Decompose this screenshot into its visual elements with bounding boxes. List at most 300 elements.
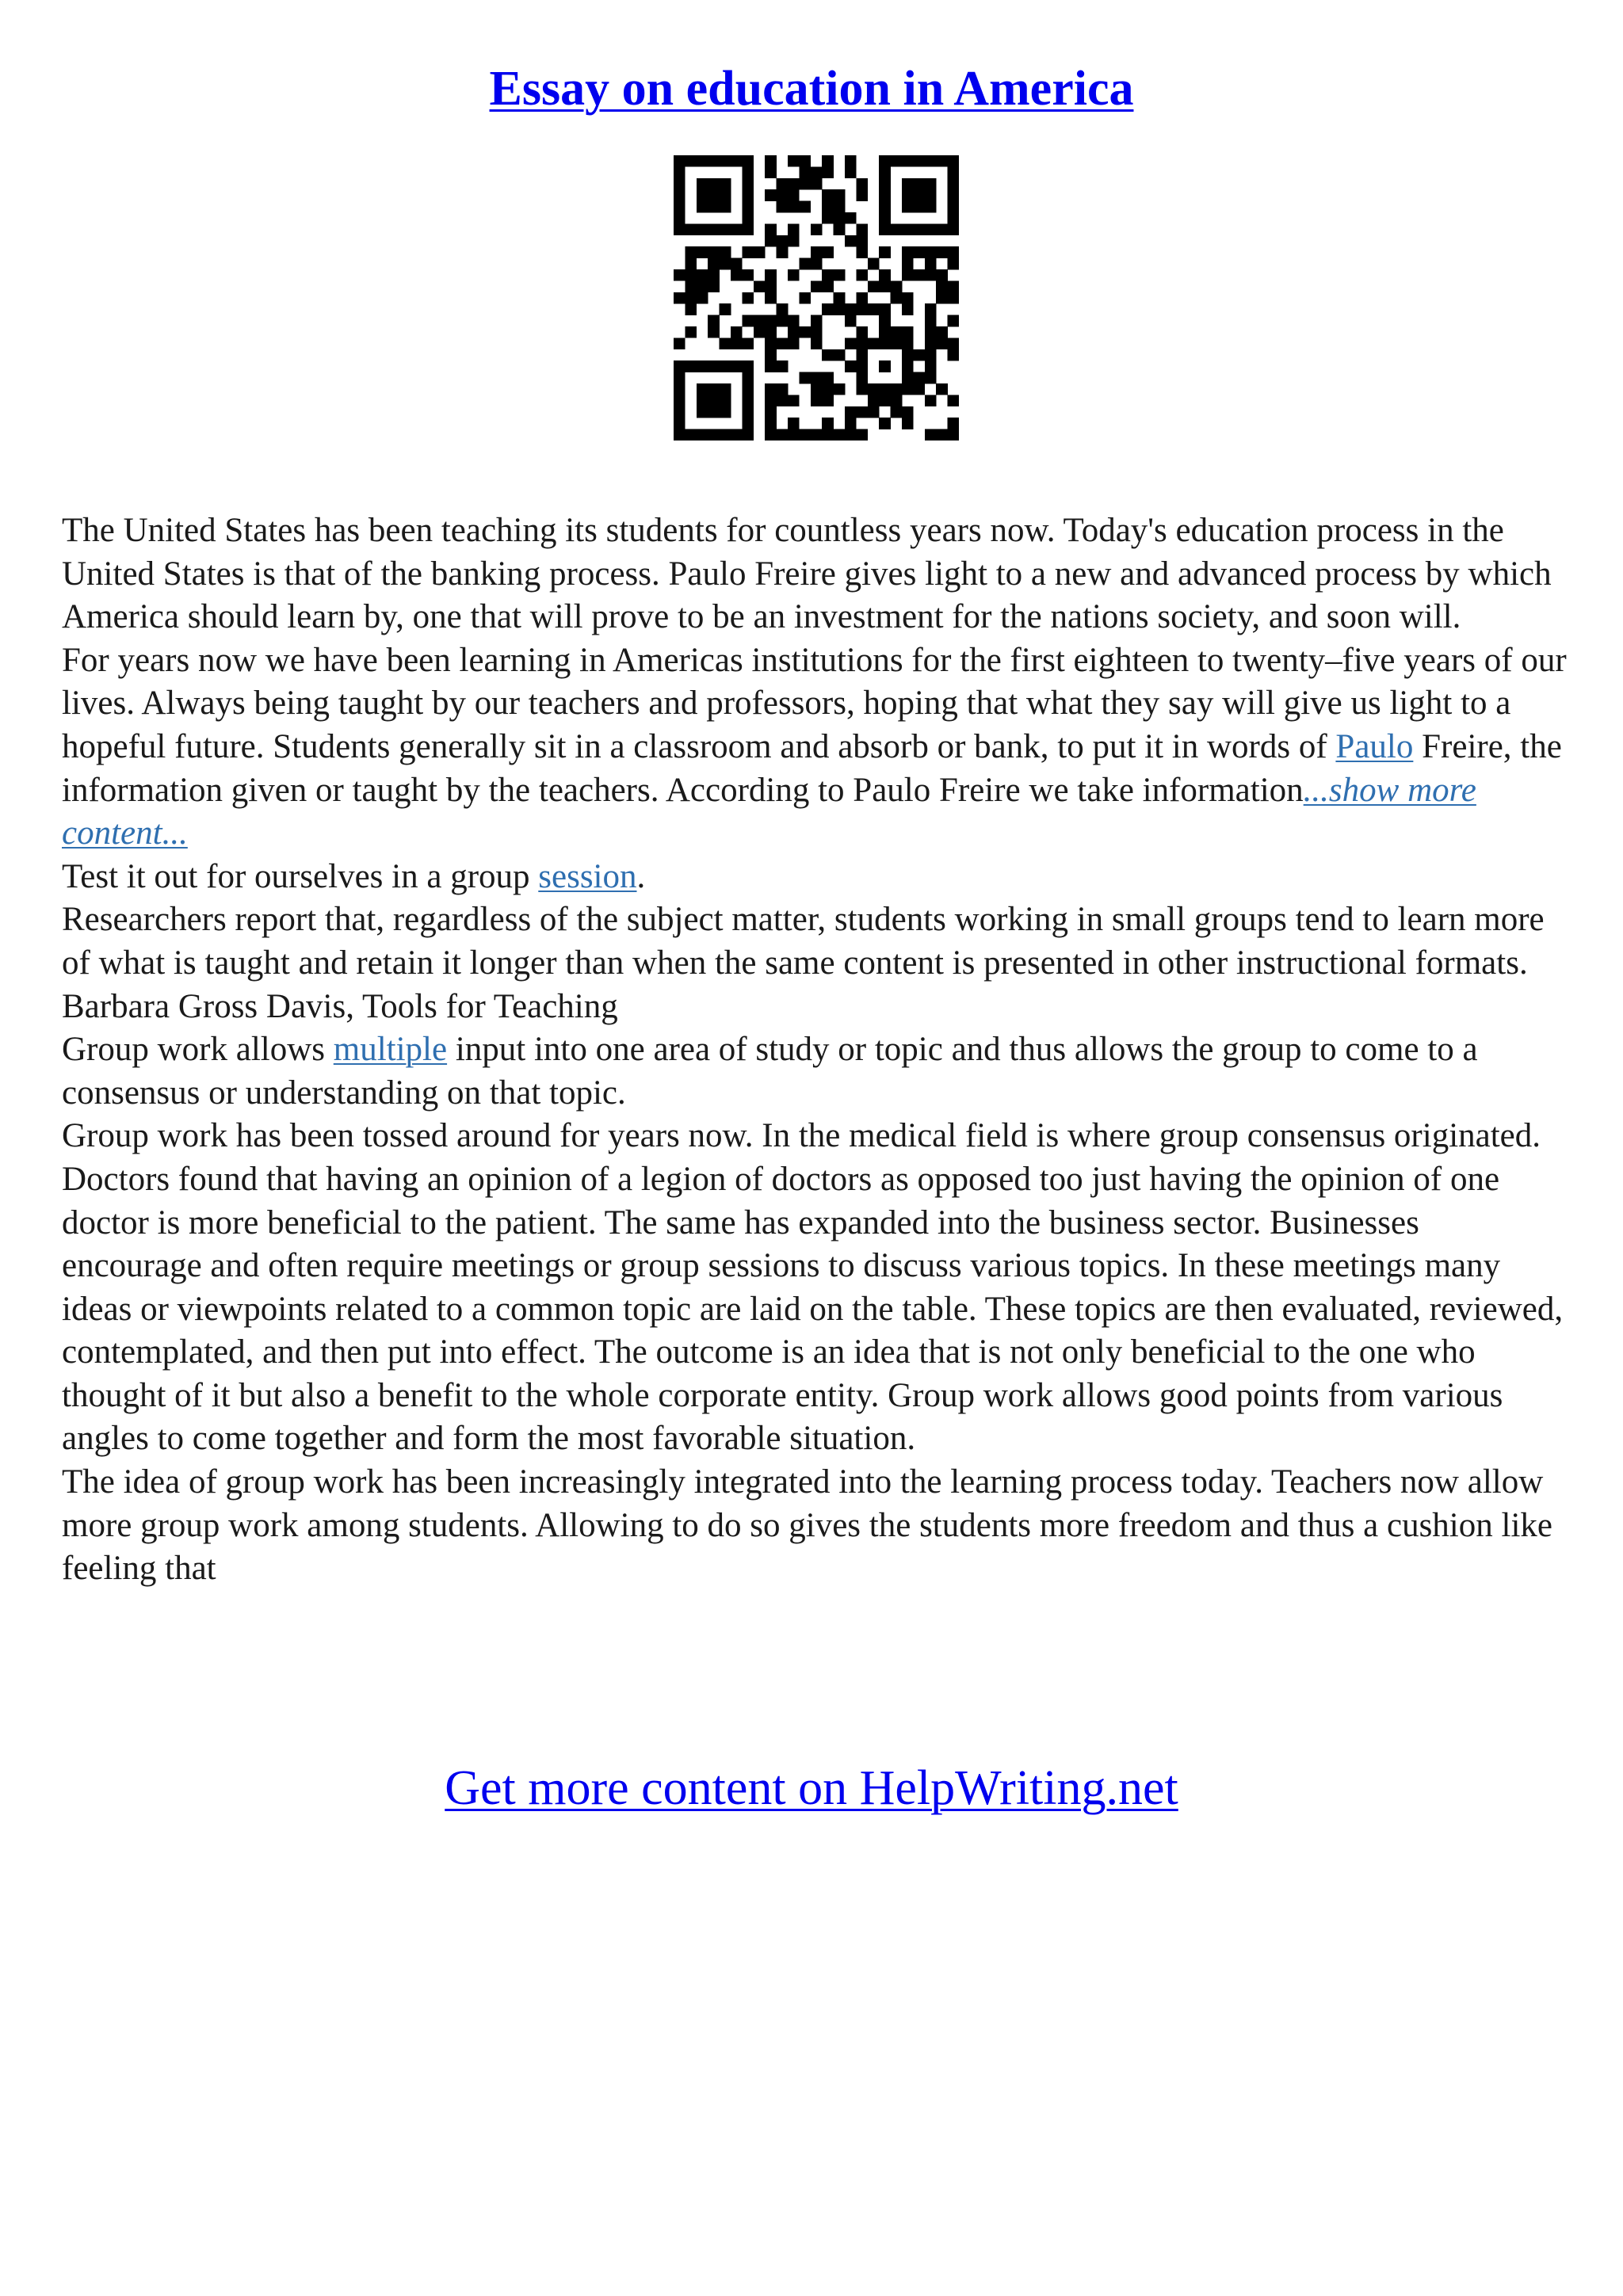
qr-module xyxy=(822,246,834,258)
qr-module xyxy=(720,189,731,201)
qr-module xyxy=(856,178,868,190)
qr-module xyxy=(697,280,708,292)
qr-module xyxy=(879,326,891,338)
qr-module xyxy=(822,383,834,395)
qr-module xyxy=(731,258,743,270)
qr-module xyxy=(674,269,685,281)
qr-module xyxy=(765,406,777,418)
qr-module xyxy=(765,155,777,167)
qr-module xyxy=(925,326,937,338)
qr-module xyxy=(674,201,685,213)
qr-module xyxy=(720,201,731,213)
qr-module xyxy=(685,155,697,167)
qr-module xyxy=(788,418,800,429)
qr-module xyxy=(925,178,937,190)
qr-module xyxy=(742,315,754,327)
qr-module xyxy=(788,395,800,406)
qr-module xyxy=(856,326,868,338)
qr-module xyxy=(925,189,937,201)
qr-module xyxy=(788,326,800,338)
qr-module xyxy=(742,360,754,372)
qr-module xyxy=(822,212,834,224)
qr-module xyxy=(708,258,720,270)
qr-module xyxy=(834,429,846,441)
qr-module xyxy=(697,429,708,441)
qr-module xyxy=(685,223,697,235)
qr-module xyxy=(731,155,743,167)
qr-module xyxy=(731,429,743,441)
qr-module xyxy=(708,429,720,441)
qr-module xyxy=(720,360,731,372)
qr-module xyxy=(845,155,857,167)
qr-module xyxy=(799,201,811,213)
qr-module xyxy=(811,395,823,406)
qr-module xyxy=(685,292,697,304)
qr-module xyxy=(720,383,731,395)
qr-module xyxy=(811,246,823,258)
qr-module xyxy=(856,235,868,247)
qr-module xyxy=(902,383,914,395)
qr-module xyxy=(708,155,720,167)
qr-module xyxy=(948,155,959,167)
qr-module xyxy=(891,395,903,406)
qr-module xyxy=(742,178,754,190)
qr-module xyxy=(811,315,823,327)
qr-module xyxy=(674,395,685,406)
qr-module xyxy=(856,303,868,315)
qr-module xyxy=(720,429,731,441)
qr-module xyxy=(754,246,766,258)
qr-module xyxy=(777,395,789,406)
qr-module xyxy=(902,269,914,281)
qr-module xyxy=(822,372,834,384)
qr-module xyxy=(936,269,948,281)
qr-module xyxy=(891,280,903,292)
qr-module xyxy=(936,280,948,292)
qr-module xyxy=(685,269,697,281)
qr-module xyxy=(742,269,754,281)
paragraph-5: Barbara Gross Davis, Tools for Teaching xyxy=(62,987,618,1025)
qr-module xyxy=(765,166,777,178)
qr-module xyxy=(811,166,823,178)
qr-module xyxy=(765,269,777,281)
multiple-link[interactable]: multiple xyxy=(333,1031,448,1069)
qr-module xyxy=(902,372,914,384)
qr-module xyxy=(845,315,857,327)
qr-module xyxy=(948,166,959,178)
qr-module xyxy=(879,155,891,167)
qr-module xyxy=(868,406,880,418)
qr-module xyxy=(697,292,708,304)
qr-module xyxy=(822,269,834,281)
qr-module xyxy=(742,201,754,213)
qr-module xyxy=(913,189,925,201)
qr-module xyxy=(856,383,868,395)
qr-module xyxy=(902,155,914,167)
qr-module xyxy=(822,429,834,441)
qr-module xyxy=(777,246,789,258)
qr-module xyxy=(765,418,777,429)
qr-module xyxy=(765,349,777,361)
qr-module xyxy=(856,338,868,349)
qr-module xyxy=(697,406,708,418)
qr-module xyxy=(856,429,868,441)
qr-module xyxy=(708,280,720,292)
qr-module xyxy=(834,292,846,304)
qr-module xyxy=(834,189,846,201)
qr-module xyxy=(742,406,754,418)
paragraph-3 xyxy=(62,856,1568,899)
qr-module xyxy=(913,383,925,395)
qr-module xyxy=(902,258,914,270)
qr-module xyxy=(685,303,697,315)
qr-module xyxy=(868,383,880,395)
qr-module xyxy=(720,223,731,235)
qr-module xyxy=(834,303,846,315)
qr-module xyxy=(708,360,720,372)
qr-module xyxy=(822,395,834,406)
qr-module xyxy=(742,395,754,406)
qr-module xyxy=(708,326,720,338)
qr-module xyxy=(697,383,708,395)
qr-module xyxy=(685,429,697,441)
qr-module xyxy=(834,349,846,361)
qr-module xyxy=(856,223,868,235)
qr-module xyxy=(879,280,891,292)
qr-module xyxy=(674,223,685,235)
qr-module xyxy=(708,223,720,235)
qr-module xyxy=(879,246,891,258)
qr-module xyxy=(879,212,891,224)
paragraph-8: The idea of group work has been increasingly integrated into the learning process today. Teachers now allow more group work among students. Allowing to do so gives the students more freedom and thus a cushion like feeling that xyxy=(62,1463,1552,1588)
qr-module xyxy=(902,292,914,304)
qr-module xyxy=(765,383,777,395)
qr-module xyxy=(708,395,720,406)
qr-module xyxy=(948,178,959,190)
qr-module xyxy=(925,349,937,361)
qr-module xyxy=(788,178,800,190)
qr-module xyxy=(788,155,800,167)
qr-module xyxy=(822,418,834,429)
qr-module xyxy=(845,166,857,178)
qr-module xyxy=(811,178,823,190)
qr-module xyxy=(799,429,811,441)
qr-module xyxy=(834,383,846,395)
qr-module xyxy=(948,395,959,406)
qr-module xyxy=(742,166,754,178)
qr-module xyxy=(765,326,777,338)
qr-module xyxy=(868,338,880,349)
qr-module xyxy=(685,326,697,338)
qr-module xyxy=(902,303,914,315)
qr-module xyxy=(777,338,789,349)
qr-module xyxy=(697,178,708,190)
qr-module xyxy=(902,189,914,201)
qr-module xyxy=(879,395,891,406)
qr-module xyxy=(902,223,914,235)
qr-module xyxy=(879,223,891,235)
qr-module xyxy=(697,189,708,201)
qr-module xyxy=(742,212,754,224)
qr-module xyxy=(742,292,754,304)
qr-module xyxy=(799,258,811,270)
qr-module xyxy=(936,292,948,304)
qr-module xyxy=(685,280,697,292)
qr-module xyxy=(925,246,937,258)
qr-module xyxy=(788,315,800,327)
qr-module xyxy=(697,395,708,406)
qr-module xyxy=(674,429,685,441)
qr-module xyxy=(742,338,754,349)
qr-module xyxy=(742,223,754,235)
qr-module xyxy=(765,280,777,292)
qr-module xyxy=(948,338,959,349)
qr-module xyxy=(765,235,777,247)
qr-module xyxy=(834,201,846,213)
qr-module xyxy=(856,349,868,361)
qr-module xyxy=(902,406,914,418)
qr-module xyxy=(879,166,891,178)
qr-module xyxy=(708,315,720,327)
qr-module xyxy=(925,338,937,349)
qr-module xyxy=(856,269,868,281)
paragraph-6-text-a: Group work allows xyxy=(62,1031,334,1069)
get-more-content-link[interactable]: Get more content on HelpWriting.net xyxy=(445,1761,1178,1815)
qr-module xyxy=(925,315,937,327)
qr-module xyxy=(948,418,959,429)
qr-module xyxy=(913,246,925,258)
qr-module xyxy=(879,338,891,349)
qr-module xyxy=(936,383,948,395)
qr-module xyxy=(834,269,846,281)
paragraph-1: The United States has been teaching its students for countless years now. Today's education process in the United States is that of the banking process. Paulo Freire gives light to a new and advanced process by which America should learn by, one that will prove to be an investment for the nations society, and soon will. xyxy=(62,512,1552,636)
qr-module xyxy=(799,292,811,304)
qr-module xyxy=(799,326,811,338)
qr-module xyxy=(891,155,903,167)
qr-module xyxy=(891,338,903,349)
qr-module xyxy=(674,166,685,178)
qr-module xyxy=(879,269,891,281)
qr-module xyxy=(754,326,766,338)
qr-module xyxy=(925,223,937,235)
qr-module xyxy=(913,178,925,190)
qr-module xyxy=(777,315,789,327)
qr-module xyxy=(685,246,697,258)
qr-module xyxy=(845,303,857,315)
qr-module xyxy=(685,258,697,270)
paragraph-3-text-a: Test it out for ourselves in a group xyxy=(62,857,539,895)
paragraph-4: Researchers report that, regardless of the subject matter, students working in small groups tend to learn more of what is taught and retain it longer than when the same content is presented in other instructional formats. xyxy=(62,901,1545,982)
qr-module xyxy=(948,258,959,270)
qr-module xyxy=(856,246,868,258)
qr-module xyxy=(948,349,959,361)
qr-module xyxy=(674,155,685,167)
qr-module xyxy=(742,189,754,201)
qr-module xyxy=(685,360,697,372)
qr-module xyxy=(799,372,811,384)
qr-module xyxy=(891,406,903,418)
qr-module xyxy=(925,155,937,167)
qr-module xyxy=(925,395,937,406)
qr-module xyxy=(891,326,903,338)
qr-module xyxy=(822,201,834,213)
qr-module xyxy=(868,280,880,292)
qr-module xyxy=(902,178,914,190)
qr-module xyxy=(925,429,937,441)
qr-module xyxy=(811,326,823,338)
qr-module xyxy=(697,360,708,372)
qr-module xyxy=(799,178,811,190)
qr-module xyxy=(777,383,789,395)
paragraph-2-text-b: Freire, the information given or taught by the teachers. According to Paulo Freire we take information xyxy=(62,727,1562,809)
qr-module xyxy=(856,406,868,418)
qr-module xyxy=(845,360,857,372)
qr-module xyxy=(902,338,914,349)
qr-module xyxy=(868,303,880,315)
qr-module xyxy=(845,212,857,224)
qr-module xyxy=(879,315,891,327)
qr-module xyxy=(925,269,937,281)
qr-module xyxy=(765,315,777,327)
qr-module xyxy=(879,303,891,315)
qr-module xyxy=(913,372,925,384)
qr-module xyxy=(777,235,789,247)
qr-module xyxy=(731,269,743,281)
qr-module xyxy=(674,212,685,224)
qr-module xyxy=(788,235,800,247)
qr-module xyxy=(948,223,959,235)
qr-module xyxy=(902,418,914,429)
qr-module xyxy=(822,155,834,167)
qr-module xyxy=(765,292,777,304)
qr-module xyxy=(708,189,720,201)
qr-module xyxy=(822,166,834,178)
qr-module xyxy=(742,429,754,441)
qr-module xyxy=(708,406,720,418)
qr-module xyxy=(822,189,834,201)
qr-module xyxy=(697,223,708,235)
qr-module xyxy=(891,223,903,235)
qr-module xyxy=(788,338,800,349)
qr-module xyxy=(913,269,925,281)
qr-module xyxy=(902,349,914,361)
qr-module xyxy=(936,338,948,349)
qr-module xyxy=(913,201,925,213)
qr-module xyxy=(720,155,731,167)
qr-module xyxy=(674,383,685,395)
qr-module xyxy=(674,406,685,418)
show-more-link[interactable]: ...show more content... xyxy=(62,771,1476,852)
qr-module xyxy=(879,360,891,372)
qr-module xyxy=(845,406,857,418)
qr-module xyxy=(845,338,857,349)
qr-module xyxy=(731,223,743,235)
qr-module xyxy=(799,155,811,167)
qr-module xyxy=(925,258,937,270)
qr-module xyxy=(674,338,685,349)
qr-module xyxy=(936,223,948,235)
qr-module xyxy=(720,258,731,270)
qr-module xyxy=(731,326,743,338)
qr-module xyxy=(777,201,789,213)
qr-module xyxy=(948,212,959,224)
qr-module xyxy=(777,178,789,190)
qr-module xyxy=(879,189,891,201)
footer xyxy=(0,1756,1623,1820)
qr-module xyxy=(674,360,685,372)
qr-module xyxy=(948,189,959,201)
qr-module xyxy=(868,395,880,406)
qr-module xyxy=(879,201,891,213)
qr-module xyxy=(742,155,754,167)
paragraph-2-text-a: For years now we have been learning in Americas institutions for the first eighteen to twenty–five years of our lives. Always being taught by our teachers and professors, hoping that what they say will give us light to a hopeful future. Students generally sit in a classroom and absorb or bank, to put it in words of xyxy=(62,641,1567,765)
qr-module xyxy=(856,292,868,304)
qr-module xyxy=(765,338,777,349)
qr-module xyxy=(913,155,925,167)
qr-module xyxy=(765,223,777,235)
qr-module xyxy=(754,315,766,327)
qr-module xyxy=(948,315,959,327)
qr-module xyxy=(879,383,891,395)
qr-module xyxy=(742,418,754,429)
qr-module xyxy=(742,372,754,384)
qr-module xyxy=(708,201,720,213)
paulo-link[interactable]: Paulo xyxy=(1335,727,1414,765)
paragraph-7: Group work has been tossed around for years now. In the medical field is where group consensus originated. Doctors found that having an opinion of a legion of doctors as opposed too just having the opinion of one doctor is more beneficial to the patient. The same has expanded into the business sector. Businesses encourage and often require meetings or group sessions to discuss various topics. In these meetings many ideas or viewpoints related to a common topic are laid on the table. These topics are then evaluated, reviewed, contemplated, and then put into effect. The outcome is an idea that is not only beneficial to the one who thought of it but also a benefit to the whole corporate entity. Group work allows good points from various angles to come together and form the most favorable situation. xyxy=(62,1117,1564,1458)
qr-module xyxy=(697,155,708,167)
qr-module xyxy=(674,372,685,384)
qr-module xyxy=(902,201,914,213)
qr-module xyxy=(868,258,880,270)
qr-module xyxy=(925,372,937,384)
qr-module xyxy=(925,201,937,213)
qr-module xyxy=(731,338,743,349)
qr-module xyxy=(891,292,903,304)
qr-module xyxy=(948,201,959,213)
qr-module xyxy=(856,372,868,384)
qr-module xyxy=(811,429,823,441)
qr-module xyxy=(925,303,937,315)
qr-module xyxy=(720,246,731,258)
qr-module xyxy=(822,303,834,315)
qr-module xyxy=(788,189,800,201)
qr-module xyxy=(674,178,685,190)
qr-module xyxy=(913,349,925,361)
qr-module xyxy=(822,280,834,292)
paragraph-3-text-b: . xyxy=(636,857,646,895)
qr-module xyxy=(811,383,823,395)
qr-module xyxy=(936,326,948,338)
title-link[interactable]: Essay on education in America xyxy=(489,62,1134,116)
qr-module xyxy=(708,246,720,258)
qr-module xyxy=(936,429,948,441)
qr-module xyxy=(765,360,777,372)
qr-module xyxy=(708,269,720,281)
qr-module xyxy=(799,166,811,178)
qr-module xyxy=(674,418,685,429)
qr-module xyxy=(891,383,903,395)
paragraph-6 xyxy=(62,1028,1568,1115)
qr-module xyxy=(697,269,708,281)
paragraph-6-text-b: input into one area of study or topic and thus allows the group to come to a consensus or understanding on that topic. xyxy=(62,1031,1478,1112)
qr-module xyxy=(936,155,948,167)
qr-module xyxy=(948,246,959,258)
qr-module xyxy=(697,201,708,213)
qr-module xyxy=(845,418,857,429)
session-link[interactable]: session xyxy=(538,857,637,895)
qr-module xyxy=(777,189,789,201)
qr-module xyxy=(925,360,937,372)
